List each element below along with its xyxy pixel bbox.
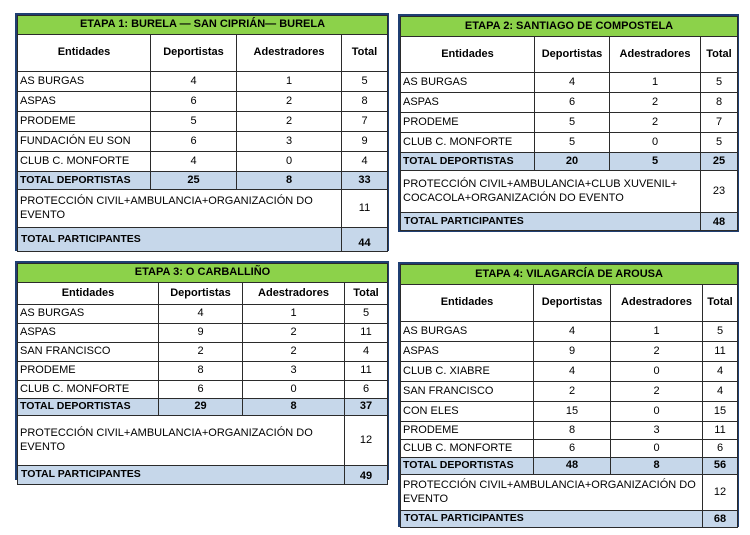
- athletes-count: 8: [534, 422, 611, 440]
- protection-total: 23: [701, 171, 738, 213]
- stage-4-title: ETAPA 4: VILAGARCÍA DE AROUSA: [401, 265, 738, 285]
- col-header-total: Total: [342, 35, 388, 72]
- table-row: [18, 112, 388, 132]
- row-total: 11: [703, 422, 738, 440]
- entity-name: CLUB C. XIABRE: [401, 362, 534, 382]
- table-row: [401, 402, 738, 422]
- total-athletes-label: TOTAL DEPORTISTAS: [18, 172, 151, 190]
- athletes-count: 2: [534, 382, 611, 402]
- stage-3-table: [15, 261, 389, 483]
- col-header-coaches: Adestradores: [611, 285, 703, 322]
- stage-2-title: ETAPA 2: SANTIAGO DE COMPOSTELA: [401, 17, 738, 37]
- table-row: [18, 324, 388, 343]
- athletes-count: 15: [534, 402, 611, 422]
- total-coaches-count: 8: [243, 399, 345, 416]
- table-row: [401, 382, 738, 402]
- entity-name: PRODEME: [401, 422, 534, 440]
- coaches-count: 1: [611, 322, 703, 342]
- table-row: [18, 343, 388, 362]
- row-total: 7: [342, 112, 388, 132]
- protection-label: PROTECCIÓN CIVIL+AMBULANCIA+ORGANIZACIÓN DO EVENTO: [18, 416, 345, 466]
- entity-name: AS BURGAS: [401, 73, 535, 93]
- coaches-count: 2: [610, 93, 701, 113]
- total-athletes-count: 20: [535, 153, 610, 171]
- col-header-athletes: Deportistas: [535, 37, 610, 73]
- col-header-total: Total: [345, 283, 388, 305]
- participants-label: TOTAL PARTICIPANTES: [18, 466, 345, 485]
- row-total: 4: [342, 152, 388, 172]
- table-row: [401, 440, 738, 458]
- col-header-total: Total: [701, 37, 738, 73]
- row-total: 4: [703, 382, 738, 402]
- coaches-count: 3: [243, 362, 345, 381]
- participants-label: TOTAL PARTICIPANTES: [401, 511, 703, 528]
- stage-4-grid: [400, 264, 738, 528]
- table-row: [401, 422, 738, 440]
- row-total: 5: [342, 72, 388, 92]
- total-athletes-count: 25: [151, 172, 237, 190]
- entity-name: PRODEME: [18, 362, 159, 381]
- col-header-athletes: Deportistas: [534, 285, 611, 322]
- table-row: [401, 93, 738, 113]
- col-header-entities: Entidades: [401, 285, 534, 322]
- athletes-count: 5: [151, 112, 237, 132]
- athletes-count: 6: [151, 132, 237, 152]
- protection-row: [401, 475, 738, 511]
- coaches-count: 2: [243, 324, 345, 343]
- row-total: 8: [701, 93, 738, 113]
- participants-row: [18, 228, 388, 252]
- athletes-count: 6: [535, 93, 610, 113]
- table-row: [401, 113, 738, 133]
- coaches-count: 0: [611, 362, 703, 382]
- total-athletes-sum: 37: [345, 399, 388, 416]
- coaches-count: 0: [610, 133, 701, 153]
- athletes-count: 4: [159, 305, 243, 324]
- coaches-count: 0: [611, 402, 703, 422]
- total-athletes-label: TOTAL DEPORTISTAS: [401, 458, 534, 475]
- coaches-count: 0: [243, 381, 345, 399]
- participants-total: 44: [342, 228, 388, 252]
- protection-total: 11: [342, 190, 388, 228]
- table-row: [401, 342, 738, 362]
- coaches-count: 2: [611, 382, 703, 402]
- athletes-count: 4: [151, 72, 237, 92]
- protection-label: PROTECCIÓN CIVIL+AMBULANCIA+ORGANIZACIÓN DO EVENTO: [18, 190, 342, 228]
- coaches-count: 3: [237, 132, 342, 152]
- entity-name: PRODEME: [18, 112, 151, 132]
- total-athletes-row: [401, 153, 738, 171]
- coaches-count: 1: [237, 72, 342, 92]
- table-row: [401, 322, 738, 342]
- stage-2-grid: [400, 16, 738, 231]
- athletes-count: 4: [535, 73, 610, 93]
- row-total: 5: [345, 305, 388, 324]
- row-total: 5: [703, 322, 738, 342]
- row-total: 5: [701, 133, 738, 153]
- total-athletes-count: 29: [159, 399, 243, 416]
- athletes-count: 9: [159, 324, 243, 343]
- row-total: 11: [703, 342, 738, 362]
- entity-name: AS BURGAS: [401, 322, 534, 342]
- participants-row: [401, 511, 738, 528]
- coaches-count: 1: [610, 73, 701, 93]
- table-row: [401, 133, 738, 153]
- coaches-count: 2: [237, 112, 342, 132]
- col-header-entities: Entidades: [18, 283, 159, 305]
- row-total: 4: [345, 343, 388, 362]
- participants-row: [401, 213, 738, 231]
- total-athletes-sum: 25: [701, 153, 738, 171]
- col-header-coaches: Adestradores: [243, 283, 345, 305]
- entity-name: ASPAS: [18, 92, 151, 112]
- stage-1-table: [15, 13, 389, 251]
- table-row: [18, 362, 388, 381]
- total-coaches-count: 8: [237, 172, 342, 190]
- protection-label: PROTECCIÓN CIVIL+AMBULANCIA+ORGANIZACIÓN DO EVENTO: [401, 475, 703, 511]
- entity-name: ASPAS: [401, 93, 535, 113]
- table-row: [401, 362, 738, 382]
- row-total: 15: [703, 402, 738, 422]
- total-athletes-count: 48: [534, 458, 611, 475]
- row-total: 4: [703, 362, 738, 382]
- athletes-count: 6: [151, 92, 237, 112]
- col-header-athletes: Deportistas: [151, 35, 237, 72]
- table-row: [18, 72, 388, 92]
- entity-name: AS BURGAS: [18, 305, 159, 324]
- row-total: 5: [701, 73, 738, 93]
- entity-name: ASPAS: [18, 324, 159, 343]
- entity-name: CLUB C. MONFORTE: [401, 440, 534, 458]
- protection-row: [18, 416, 388, 466]
- athletes-count: 5: [535, 113, 610, 133]
- athletes-count: 4: [151, 152, 237, 172]
- row-total: 11: [345, 324, 388, 343]
- entity-name: CLUB C. MONFORTE: [18, 381, 159, 399]
- col-header-total: Total: [703, 285, 738, 322]
- athletes-count: 6: [534, 440, 611, 458]
- table-row: [18, 152, 388, 172]
- table-row: [18, 381, 388, 399]
- col-header-athletes: Deportistas: [159, 283, 243, 305]
- entity-name: ASPAS: [401, 342, 534, 362]
- row-total: 6: [703, 440, 738, 458]
- participants-total: 49: [345, 466, 388, 485]
- entity-name: AS BURGAS: [18, 72, 151, 92]
- total-athletes-row: [401, 458, 738, 475]
- coaches-count: 0: [611, 440, 703, 458]
- coaches-count: 2: [237, 92, 342, 112]
- table-row: [18, 92, 388, 112]
- total-coaches-count: 8: [611, 458, 703, 475]
- athletes-count: 4: [534, 322, 611, 342]
- total-athletes-row: [18, 172, 388, 190]
- protection-total: 12: [345, 416, 388, 466]
- total-athletes-label: TOTAL DEPORTISTAS: [401, 153, 535, 171]
- coaches-count: 2: [611, 342, 703, 362]
- total-athletes-label: TOTAL DEPORTISTAS: [18, 399, 159, 416]
- athletes-count: 8: [159, 362, 243, 381]
- entity-name: PRODEME: [401, 113, 535, 133]
- protection-label: PROTECCIÓN CIVIL+AMBULANCIA+CLUB XUVENIL+ COCACOLA+ORGANIZACIÓN DO EVENTO: [401, 171, 701, 213]
- coaches-count: 0: [237, 152, 342, 172]
- row-total: 11: [345, 362, 388, 381]
- protection-row: [401, 171, 738, 213]
- stage-1-title: ETAPA 1: BURELA — SAN CIPRIÁN— BURELA: [18, 16, 388, 35]
- participants-row: [18, 466, 388, 485]
- table-row: [18, 132, 388, 152]
- coaches-count: 2: [243, 343, 345, 362]
- entity-name: CLUB C. MONFORTE: [18, 152, 151, 172]
- participants-label: TOTAL PARTICIPANTES: [18, 228, 342, 252]
- total-athletes-sum: 33: [342, 172, 388, 190]
- coaches-count: 3: [611, 422, 703, 440]
- coaches-count: 1: [243, 305, 345, 324]
- protection-total: 12: [703, 475, 738, 511]
- stage-3-grid: [17, 263, 388, 485]
- col-header-coaches: Adestradores: [237, 35, 342, 72]
- protection-row: [18, 190, 388, 228]
- entity-name: SAN FRANCISCO: [18, 343, 159, 362]
- athletes-count: 9: [534, 342, 611, 362]
- participants-total: 48: [701, 213, 738, 231]
- row-total: 8: [342, 92, 388, 112]
- stage-3-title: ETAPA 3: O CARBALLIÑO: [18, 264, 388, 283]
- stage-2-table: [398, 14, 739, 232]
- total-athletes-row: [18, 399, 388, 416]
- entity-name: CON ELES: [401, 402, 534, 422]
- stage-4-table: [398, 262, 739, 527]
- athletes-count: 6: [159, 381, 243, 399]
- entity-name: CLUB C. MONFORTE: [401, 133, 535, 153]
- row-total: 9: [342, 132, 388, 152]
- table-row: [401, 73, 738, 93]
- entity-name: SAN FRANCISCO: [401, 382, 534, 402]
- total-coaches-count: 5: [610, 153, 701, 171]
- participants-total: 68: [703, 511, 738, 528]
- total-athletes-sum: 56: [703, 458, 738, 475]
- athletes-count: 2: [159, 343, 243, 362]
- table-row: [18, 305, 388, 324]
- col-header-coaches: Adestradores: [610, 37, 701, 73]
- col-header-entities: Entidades: [18, 35, 151, 72]
- row-total: 7: [701, 113, 738, 133]
- coaches-count: 2: [610, 113, 701, 133]
- col-header-entities: Entidades: [401, 37, 535, 73]
- athletes-count: 5: [535, 133, 610, 153]
- entity-name: FUNDACIÓN EU SON: [18, 132, 151, 152]
- participants-label: TOTAL PARTICIPANTES: [401, 213, 701, 231]
- stage-1-grid: [17, 15, 388, 252]
- row-total: 6: [345, 381, 388, 399]
- athletes-count: 4: [534, 362, 611, 382]
